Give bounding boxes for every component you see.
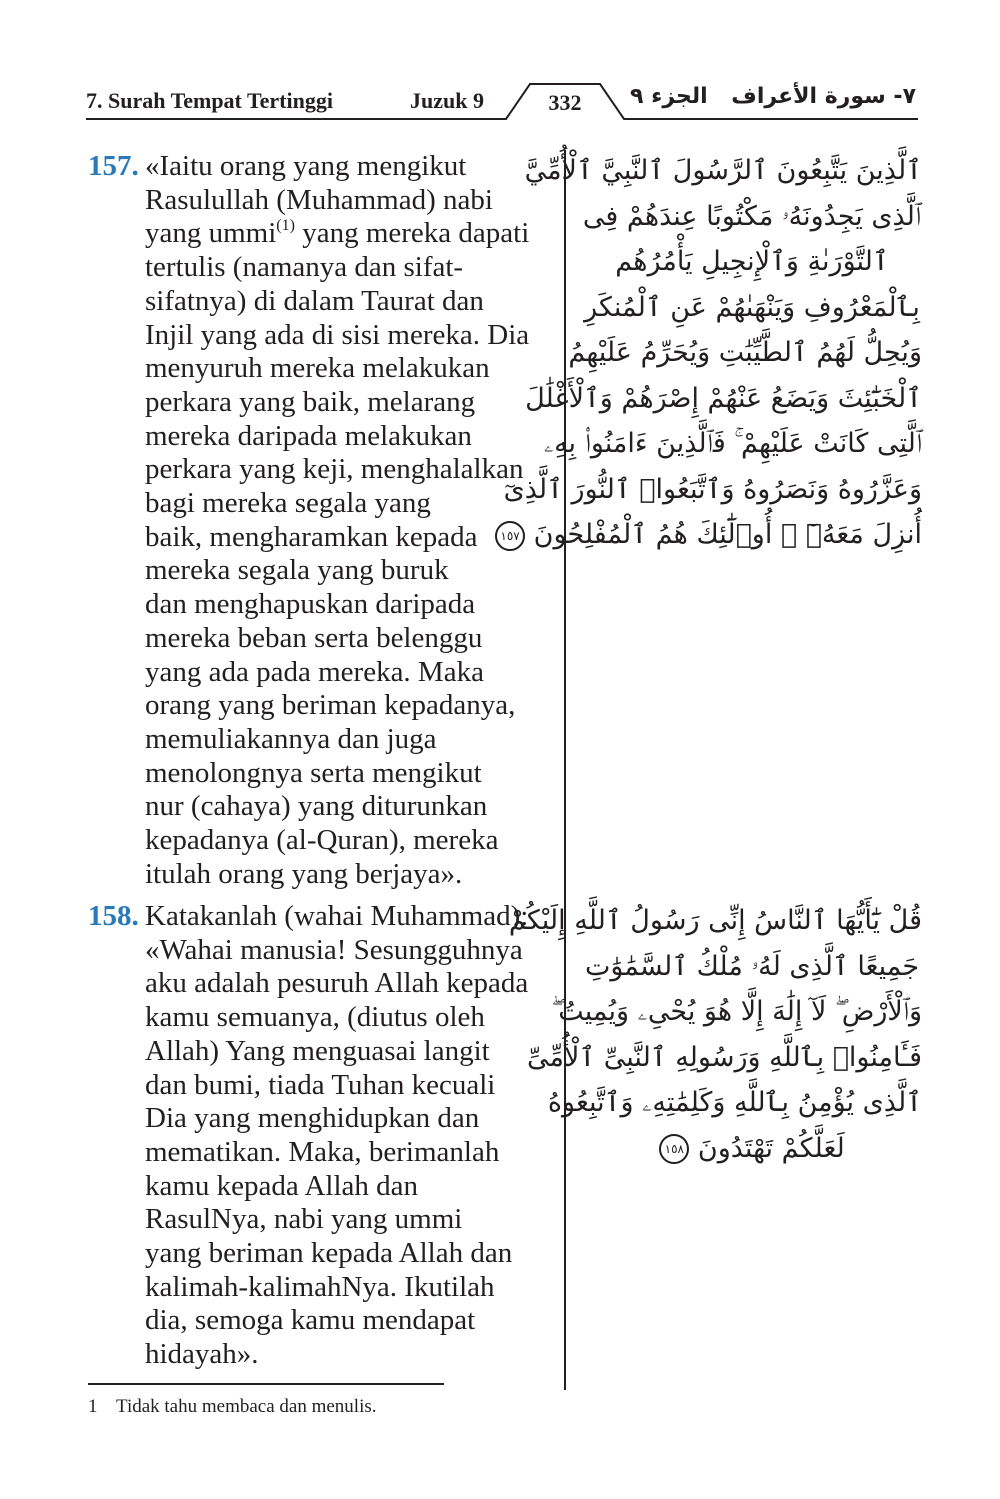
arabic-line: ٱلَّتِى كَانَتْ عَلَيْهِمْ ۚ فَٱلَّذِينَ ءَامَنُوا۟ بِهِۦ — [543, 428, 922, 459]
arabic-line: ٱلتَّوْرَىٰةِ وَٱلْإِنجِيلِ يَأْمُرُهُم — [615, 246, 889, 277]
verse-line: Allah) Yang menguasai langit — [145, 1034, 490, 1067]
verse-number: 157. — [88, 150, 139, 182]
juzuk-label: Juzuk 9 — [410, 88, 484, 113]
verse-158-translation — [88, 900, 548, 1372]
juz-arabic: الجزء ٩ — [630, 84, 708, 109]
arabic-line: ٱلَّذِى يَجِدُونَهُۥ مَكْتُوبًا عِندَهُمْ فِى — [582, 200, 922, 232]
verse-158-arabic — [508, 898, 922, 1171]
verse-line: tertulis (namanya dan sifat- — [145, 251, 464, 284]
verse-line: perkara yang keji, menghalalkan — [145, 453, 524, 486]
arabic-line-text: أُنزِلَ مَعَهُۥٓ ۙ أُو۟لَٰٓئِكَ هُمُ ٱلْمُفْلِحُونَ — [533, 519, 922, 550]
arabic-line: قُلْ يَٰٓأَيُّهَا ٱلنَّاسُ إِنِّى رَسُولُ ٱللَّهِ إِلَيْكُمْ — [508, 905, 922, 936]
footnote — [88, 1396, 377, 1418]
arabic-line: جَمِيعًا ٱلَّذِى لَهُۥ مُلْكُ ٱلسَّمَٰوَٰتِ — [584, 950, 920, 982]
verse-line: kepadanya (al-Quran), mereka — [145, 824, 499, 857]
verse-line: dan bumi, tiada Tuhan kecuali — [145, 1068, 496, 1101]
verse-line: aku adalah pesuruh Allah kepada — [145, 967, 529, 1000]
verse-line: mematikan. Maka, berimanlah — [145, 1135, 500, 1168]
verse-line: mereka beban serta belenggu — [145, 621, 483, 654]
verse-line: kamu semuanya, (diutus oleh — [145, 1001, 485, 1034]
verse-line: Rasulullah (Muhammad) nabi — [145, 183, 493, 216]
verse-line: kamu kepada Allah dan — [145, 1169, 418, 1202]
arabic-line: ٱلَّذِى يُؤْمِنُ بِٱللَّهِ وَكَلِمَٰتِهِۦ وَٱتَّبِعُوهُ — [547, 1087, 922, 1118]
verse-line: mereka segala yang buruk — [145, 554, 449, 587]
verse-line: baik, mengharamkan kepada — [145, 520, 478, 553]
verse-line: menolongnya serta mengikut — [145, 756, 482, 789]
verse-line: menyuruh mereka melakukan — [145, 352, 490, 385]
verse-line: dia, semoga kamu mendapat — [145, 1304, 476, 1337]
verse-line: bagi mereka segala yang — [145, 487, 431, 520]
verse-line: «Iaitu orang yang mengikut — [145, 150, 467, 182]
column-divider — [564, 150, 566, 1390]
footnote-rule — [88, 1383, 444, 1385]
footnote-number: 1 — [88, 1396, 98, 1417]
verse-line: kalimah-kalimahNya. Ikutilah — [145, 1270, 495, 1303]
verse-line-text: yang ummi — [145, 217, 277, 250]
arabic-line-text: لَعَلَّكُمْ تَهْتَدُونَ — [697, 1132, 845, 1164]
verse-line: nur (cahaya) yang diturunkan — [145, 790, 488, 823]
ayah-number-marker: ١٥٧ — [495, 521, 525, 551]
arabic-line: وَيُحِلُّ لَهُمُ ٱلطَّيِّبَٰتِ وَيُحَرِّمُ عَلَيْهِمُ — [568, 337, 922, 368]
verse-157-translation — [88, 150, 548, 891]
page-header — [0, 0, 1000, 130]
verse-line: dan menghapuskan daripada — [145, 588, 476, 621]
verse-line-with-footnote — [88, 217, 548, 251]
footnote-reference: (1) — [276, 217, 295, 235]
arabic-line: وَعَزَّرُوهُ وَنَصَرُوهُ وَٱتَّبَعُوا۟ ٱلنُّورَ ٱلَّذِىٓ — [503, 473, 922, 505]
verse-line: Dia yang menghidupkan dan — [145, 1102, 480, 1135]
verse-line: orang yang beriman kepadanya, — [145, 689, 516, 722]
arabic-line-last — [582, 1126, 922, 1172]
verse-line: itulah orang yang berjaya». — [145, 857, 463, 890]
verse-line-tail: yang mereka dapati — [294, 217, 530, 250]
ayah-number-marker: ١٥٨ — [659, 1134, 689, 1164]
verse-line: memuliakannya dan juga — [145, 722, 437, 755]
page-number: 332 — [548, 90, 582, 115]
arabic-line: فَـَٔامِنُوا۟ بِٱللَّهِ وَرَسُولِهِ ٱلنَّبِىِّ ٱلْأُمِّىِّ — [527, 1041, 922, 1073]
footnote-text: Tidak tahu membaca dan menulis. — [116, 1396, 377, 1417]
verse-line: sifatnya) di dalam Taurat dan — [145, 284, 484, 317]
verse-number: 158. — [88, 900, 139, 932]
arabic-line: ٱلَّذِينَ يَتَّبِعُونَ ٱلرَّسُولَ ٱلنَّبِيَّ ٱلْأُمِّيَّ — [524, 155, 922, 186]
verse-line: hidayah». — [145, 1338, 259, 1371]
verse-line: RasulNya, nabi yang ummi — [145, 1203, 463, 1236]
verse-line: perkara yang baik, melarang — [145, 385, 476, 418]
surah-title: 7. Surah Tempat Tertinggi — [86, 88, 333, 113]
verse-line: Injil yang ada di sisi mereka. Dia — [145, 318, 530, 351]
arabic-line: ٱلْخَبَٰٓئِثَ وَيَضَعُ عَنْهُمْ إِصْرَهُمْ وَٱلْأَغْلَٰلَ — [525, 382, 922, 414]
arabic-line-last — [500, 512, 922, 558]
verse-line: yang beriman kepada Allah dan — [145, 1237, 513, 1270]
arabic-line: وَٱلْأَرْضِ ۖ لَآ إِلَٰهَ إِلَّا هُوَ يُحْىِۦ وَيُمِيتُ ۖ — [551, 996, 922, 1027]
verse-line: Katakanlah (wahai Muhammad): — [145, 900, 529, 932]
verse-line: mereka daripada melakukan — [145, 419, 472, 452]
verse-line: yang ada pada mereka. Maka — [145, 655, 484, 688]
verse-157-arabic — [500, 148, 922, 558]
surah-arabic: ٧- سورة الأعراف — [731, 84, 916, 109]
verse-line: «Wahai manusia! Sesungguhnya — [145, 933, 523, 966]
arabic-line: بِٱلْمَعْرُوفِ وَيَنْهَىٰهُمْ عَنِ ٱلْمُنكَرِ — [584, 291, 920, 323]
